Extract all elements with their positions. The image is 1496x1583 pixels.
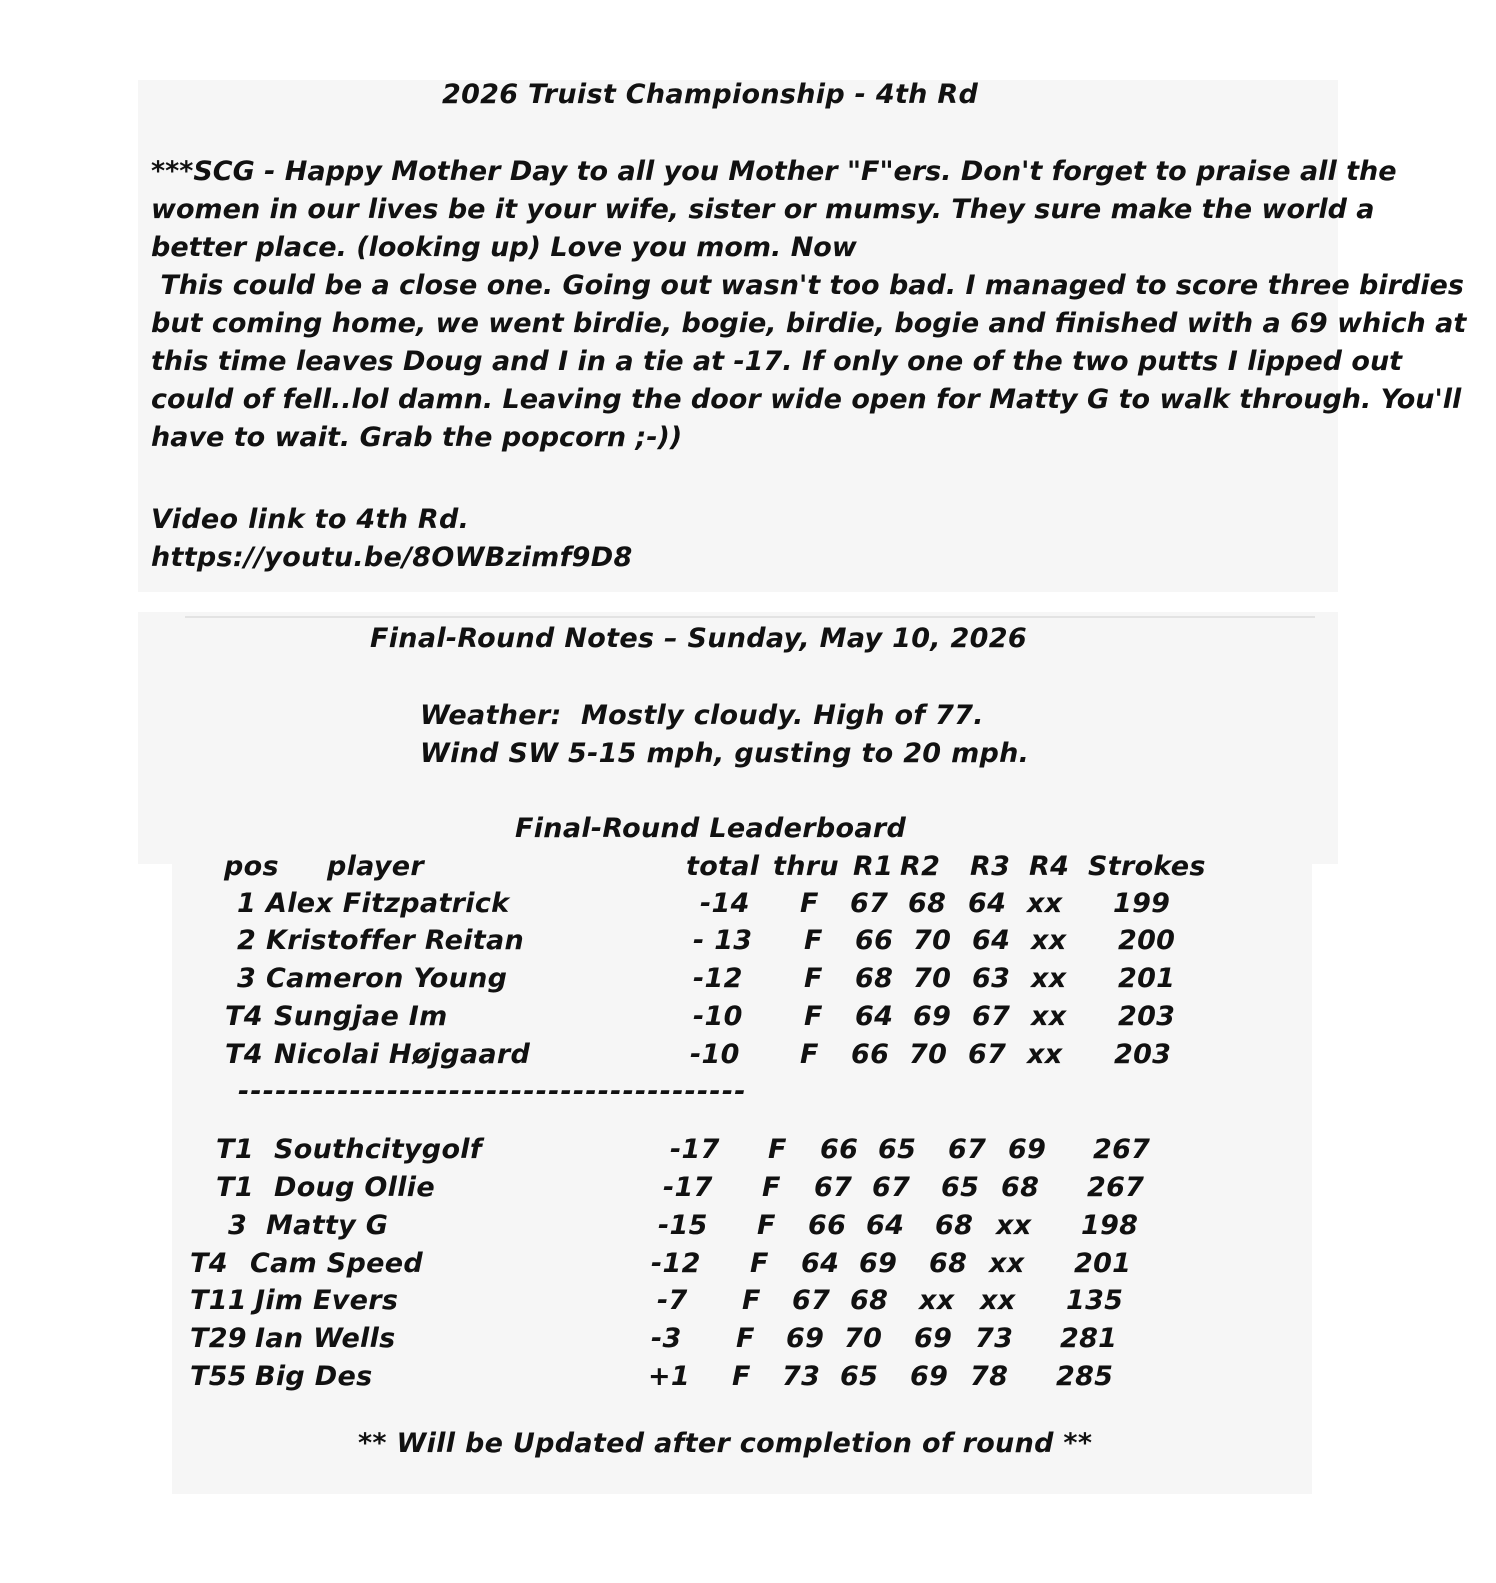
cell-total: -14 xyxy=(700,888,750,919)
intro-line: better place. (looking up) Love you mom. Now xyxy=(151,232,857,263)
cell-pos: T1 xyxy=(216,1134,254,1165)
weather-line: Weather: Mostly cloudy. High of 77. xyxy=(420,700,984,731)
cell-strokes: 198 xyxy=(1081,1210,1139,1241)
cell-player: Doug Ollie xyxy=(274,1172,435,1203)
cell-strokes: 281 xyxy=(1060,1323,1118,1354)
cell-thru: F xyxy=(732,1361,751,1392)
cell-thru: F xyxy=(750,1248,769,1279)
cell-r3: 64 xyxy=(968,888,1007,919)
cell-r4: 68 xyxy=(1001,1172,1040,1203)
cell-thru: F xyxy=(800,1039,819,1070)
intro-line: women in our lives be it your wife, sister or mumsy. They sure make the world a xyxy=(151,194,1375,225)
cell-r1: 68 xyxy=(855,963,894,994)
cell-pos: T4 xyxy=(190,1248,228,1279)
cell-player: Matty G xyxy=(266,1210,389,1241)
cell-total: -3 xyxy=(651,1323,682,1354)
cell-pos: T11 xyxy=(190,1285,247,1316)
cell-r1: 66 xyxy=(855,925,894,956)
cell-thru: F xyxy=(736,1323,755,1354)
cell-player: Cam Speed xyxy=(250,1248,423,1279)
cell-r3: 68 xyxy=(929,1248,968,1279)
cell-r3: 67 xyxy=(948,1134,987,1165)
cell-total: -12 xyxy=(693,963,743,994)
col-header-pos: pos xyxy=(224,851,279,882)
cell-pos: 3 xyxy=(228,1210,248,1241)
leaderboard-divider: ----------------------------------------- xyxy=(238,1076,747,1107)
cell-r1: 67 xyxy=(792,1285,831,1316)
cell-r1: 64 xyxy=(801,1248,840,1279)
cell-r4: xx xyxy=(996,1210,1032,1241)
video-link[interactable]: https://youtu.be/8OWBzimf9D8 xyxy=(151,542,633,573)
cell-r2: 65 xyxy=(878,1134,917,1165)
cell-r4: 73 xyxy=(975,1323,1014,1354)
cell-r4: 78 xyxy=(970,1361,1009,1392)
cell-r2: 70 xyxy=(913,925,952,956)
col-header-thru: thru xyxy=(773,851,839,882)
cell-player: Sungjae Im xyxy=(274,1001,448,1032)
cell-r2: 69 xyxy=(859,1248,898,1279)
cell-r4: xx xyxy=(980,1285,1016,1316)
cell-r1: 66 xyxy=(808,1210,847,1241)
cell-r1: 66 xyxy=(851,1039,890,1070)
col-header-r2: R2 xyxy=(900,851,941,882)
cell-r3: 67 xyxy=(968,1039,1007,1070)
cell-r1: 73 xyxy=(782,1361,821,1392)
cell-pos: T4 xyxy=(225,1001,263,1032)
cell-player: Alex Fitzpatrick xyxy=(266,888,510,919)
cell-thru: F xyxy=(804,925,823,956)
cell-thru: F xyxy=(804,963,823,994)
cell-r1: 67 xyxy=(814,1172,853,1203)
cell-strokes: 285 xyxy=(1056,1361,1114,1392)
cell-total: +1 xyxy=(648,1361,691,1392)
cell-r3: 63 xyxy=(972,963,1011,994)
cell-pos: T29 xyxy=(190,1323,247,1354)
cell-r3: 69 xyxy=(914,1323,953,1354)
intro-line: have to wait. Grab the popcorn ;-)) xyxy=(151,422,683,453)
cell-thru: F xyxy=(768,1134,787,1165)
cell-strokes: 199 xyxy=(1113,888,1171,919)
cell-total: -10 xyxy=(690,1039,740,1070)
cell-thru: F xyxy=(804,1001,823,1032)
cell-r1: 66 xyxy=(820,1134,859,1165)
intro-line: could of fell..lol damn. Leaving the door wide open for Matty G to walk through. You'll xyxy=(151,384,1462,415)
col-header-r4: R4 xyxy=(1029,851,1070,882)
cell-strokes: 200 xyxy=(1118,925,1176,956)
cell-r4: xx xyxy=(1031,1001,1067,1032)
cell-pos: T1 xyxy=(216,1172,254,1203)
cell-player: Big Des xyxy=(255,1361,373,1392)
cell-r4: xx xyxy=(1031,963,1067,994)
cell-strokes: 135 xyxy=(1066,1285,1124,1316)
cell-pos: 2 xyxy=(237,925,257,956)
cell-total: -15 xyxy=(658,1210,708,1241)
cell-r2: 70 xyxy=(909,1039,948,1070)
col-header-strokes: Strokes xyxy=(1088,851,1206,882)
cell-player: Nicolai Højgaard xyxy=(274,1039,531,1070)
col-header-player: player xyxy=(327,851,424,882)
cell-r2: 69 xyxy=(913,1001,952,1032)
cell-r1: 64 xyxy=(855,1001,894,1032)
cell-player: Jim Evers xyxy=(255,1285,399,1316)
cell-r3: 64 xyxy=(972,925,1011,956)
leaderboard-title: Final-Round Leaderboard xyxy=(515,813,907,844)
cell-thru: F xyxy=(757,1210,776,1241)
cell-pos: 1 xyxy=(237,888,257,919)
cell-player: Southcitygolf xyxy=(274,1134,482,1165)
cell-total: -17 xyxy=(670,1134,720,1165)
wind-line: Wind SW 5-15 mph, gusting to 20 mph. xyxy=(420,738,1030,769)
cell-r2: 68 xyxy=(908,888,947,919)
cell-r2: 68 xyxy=(850,1285,889,1316)
intro-line: but coming home, we went birdie, bogie, birdie, bogie and finished with a 69 which at xyxy=(151,308,1467,339)
cell-total: -7 xyxy=(657,1285,688,1316)
intro-line: This could be a close one. Going out wasn't too bad. I managed to score three birdies xyxy=(151,270,1464,301)
cell-player: Kristoffer Reitan xyxy=(266,925,525,956)
cell-r4: xx xyxy=(1027,1039,1063,1070)
cell-r1: 69 xyxy=(786,1323,825,1354)
cell-r4: 69 xyxy=(1008,1134,1047,1165)
cell-thru: F xyxy=(800,888,819,919)
col-header-r3: R3 xyxy=(970,851,1011,882)
cell-r3: 65 xyxy=(941,1172,980,1203)
cell-strokes: 201 xyxy=(1118,963,1176,994)
col-header-r1: R1 xyxy=(853,851,894,882)
cell-total: -10 xyxy=(693,1001,743,1032)
cell-total: -12 xyxy=(651,1248,701,1279)
cell-r3: 67 xyxy=(972,1001,1011,1032)
cell-r2: 67 xyxy=(872,1172,911,1203)
cell-thru: F xyxy=(762,1172,781,1203)
cell-r1: 67 xyxy=(850,888,889,919)
intro-line: ***SCG - Happy Mother Day to all you Mother "F"ers. Don't forget to praise all the xyxy=(151,156,1397,187)
cell-pos: 3 xyxy=(237,963,257,994)
cell-strokes: 203 xyxy=(1118,1001,1176,1032)
video-label: Video link to 4th Rd. xyxy=(151,504,470,535)
update-footer: ** Will be Updated after completion of round ** xyxy=(358,1428,1093,1459)
cell-player: Cameron Young xyxy=(266,963,508,994)
cell-strokes: 267 xyxy=(1093,1134,1151,1165)
cell-player: Ian Wells xyxy=(255,1323,396,1354)
cell-strokes: 201 xyxy=(1074,1248,1132,1279)
cell-r2: 64 xyxy=(866,1210,905,1241)
cell-r2: 70 xyxy=(844,1323,883,1354)
notes-title: Final-Round Notes – Sunday, May 10, 2026 xyxy=(370,623,1027,654)
cell-strokes: 267 xyxy=(1087,1172,1145,1203)
cell-r2: 65 xyxy=(840,1361,879,1392)
cell-r2: 70 xyxy=(913,963,952,994)
col-header-total: total xyxy=(686,851,760,882)
cell-r4: xx xyxy=(989,1248,1025,1279)
cell-total: - 13 xyxy=(693,925,753,956)
cell-total: -17 xyxy=(663,1172,713,1203)
page-title: 2026 Truist Championship - 4th Rd xyxy=(442,79,979,110)
intro-line: this time leaves Doug and I in a tie at -17. If only one of the two putts I lipped out xyxy=(151,346,1403,377)
cell-pos: T55 xyxy=(190,1361,247,1392)
cell-pos: T4 xyxy=(225,1039,263,1070)
cell-r4: xx xyxy=(1031,925,1067,956)
section-divider xyxy=(185,616,1315,618)
cell-r4: xx xyxy=(1027,888,1063,919)
cell-r3: xx xyxy=(919,1285,955,1316)
cell-r3: 69 xyxy=(910,1361,949,1392)
cell-thru: F xyxy=(742,1285,761,1316)
cell-r3: 68 xyxy=(935,1210,974,1241)
cell-strokes: 203 xyxy=(1114,1039,1172,1070)
